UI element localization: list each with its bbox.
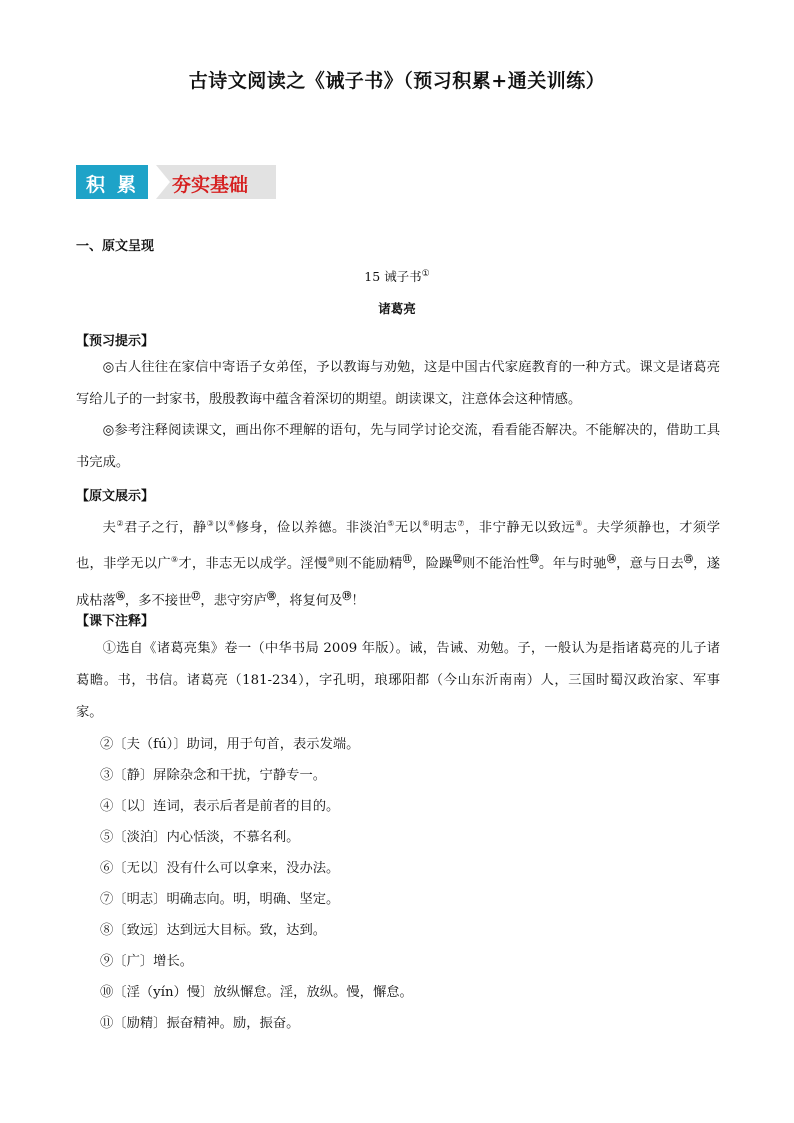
note-marker: ⑩ xyxy=(327,555,335,565)
original-text xyxy=(76,508,720,617)
document-title: 古诗文阅读之《诫子书》（预习积累+通关训练） xyxy=(188,70,606,92)
original-text-segment: 君子之行，静 xyxy=(124,520,207,536)
note-marker: ⑨ xyxy=(170,555,179,565)
note-marker: ⑬ xyxy=(529,555,540,566)
original-label: 【原文展示】 xyxy=(76,489,155,504)
note-item: ⑪〔励精〕振奋精神。励，振奋。 xyxy=(100,1016,300,1031)
note-marker: ⑱ xyxy=(266,591,276,602)
original-text-segment: 夫 xyxy=(102,520,117,536)
original-text-segment: 以 xyxy=(214,520,228,536)
note-marker: ④ xyxy=(228,519,236,528)
note-1: ①选自《诸葛亮集》卷一（中华书局 2009 年版）。诫，告诫、劝勉。子，一般认为是指诸葛亮的儿子诸葛瞻。书，书信。诸葛亮（181-234），字孔明，琅琊阳都（今山东沂南南）人，三国时蜀汉政治家、军事家。 xyxy=(76,641,720,720)
note-marker: ⑦ xyxy=(457,519,466,528)
text-title xyxy=(0,267,794,285)
original-text-segment: 明志 xyxy=(429,520,458,536)
note-item: ⑧〔致远〕达到远大目标。致，达到。 xyxy=(100,923,327,938)
original-text-segment: 。夫学须静也，才须学也，非学无以广 xyxy=(76,520,720,572)
original-text-segment: 才，非志无以成学。淫慢 xyxy=(178,556,328,572)
author-name: 诸葛亮 xyxy=(378,301,416,316)
note-item: ⑨〔广〕增长。 xyxy=(100,954,194,969)
original-text-segment: 修身，俭以养德。非淡泊 xyxy=(235,520,388,536)
note-marker: ⑥ xyxy=(422,519,430,528)
original-text-segment: 无以 xyxy=(394,520,423,536)
note-item: ④〔以〕连词，表示后者是前者的目的。 xyxy=(100,799,340,814)
preview-paragraph-2: ◎参考注释阅读课文，画出你不理解的语句，先与同学讨论交流，看看能否解决。不能解决的，借助工具书完成。 xyxy=(76,423,720,470)
original-text-segment: ，险躁 xyxy=(412,556,453,572)
section-banner xyxy=(76,165,276,199)
text-title-mark: ① xyxy=(421,268,430,279)
original-text-segment: ，非宁静无以致远 xyxy=(465,520,576,536)
original-text-segment: 则不能励精 xyxy=(334,556,403,572)
section-heading: 一、原文呈现 xyxy=(76,239,155,254)
note-item: ②〔夫（fú）〕助词，用于句首，表示发端。 xyxy=(100,737,360,752)
note-item: ③〔静〕屏除杂念和干扰，宁静专一。 xyxy=(100,768,327,783)
original-text-segment: ！ xyxy=(351,593,365,609)
note-marker: ⑭ xyxy=(606,555,617,566)
banner-left-label: 积累 xyxy=(86,174,149,196)
note-marker: ⑧ xyxy=(575,519,583,528)
original-text-segment: ，将复何及 xyxy=(275,593,343,609)
banner-right-label: 夯实基础 xyxy=(172,174,249,196)
note-marker: ⑮ xyxy=(683,555,694,566)
original-text-segment: 。年与时驰 xyxy=(539,556,607,572)
note-item: ⑤〔淡泊〕内心恬淡，不慕名利。 xyxy=(100,830,300,845)
note-marker: ⑲ xyxy=(342,591,352,602)
note-marker: ⑤ xyxy=(387,519,395,528)
preview-paragraph-1: ◎古人往往在家信中寄语子女弟侄，予以教诲与劝勉，这是中国古代家庭教育的一种方式。课文是诸葛亮写给儿子的一封家书，殷殷教诲中蕴含着深切的期望。朗读课文，注意体会这种情感。 xyxy=(76,360,720,407)
original-text-segment: ，意与日去 xyxy=(616,556,684,572)
original-text-segment: ，多不接世 xyxy=(124,593,192,609)
note-marker: ③ xyxy=(206,519,215,528)
note-marker: ⑫ xyxy=(452,555,462,566)
original-text-segment: ，悲守穷庐 xyxy=(200,593,267,609)
note-item: ⑦〔明志〕明确志向。明，明确、坚定。 xyxy=(100,892,340,907)
text-title-label: 15 诫子书 xyxy=(364,269,422,284)
note-item: ⑩〔淫（yín）慢〕放纵懈怠。淫，放纵。慢，懈怠。 xyxy=(100,985,413,1000)
note-marker: ⑪ xyxy=(402,555,413,566)
original-text-segment: 则不能治性 xyxy=(461,556,530,572)
notes-label: 【课下注释】 xyxy=(76,614,155,629)
note-marker: ⑰ xyxy=(191,591,201,602)
preview-label: 【预习提示】 xyxy=(76,334,155,349)
note-marker: ② xyxy=(116,519,124,528)
note-item: ⑥〔无以〕没有什么可以拿来，没办法。 xyxy=(100,861,340,876)
original-text-segment: ，遂成枯落 xyxy=(76,556,721,609)
note-marker: ⑯ xyxy=(115,591,125,602)
